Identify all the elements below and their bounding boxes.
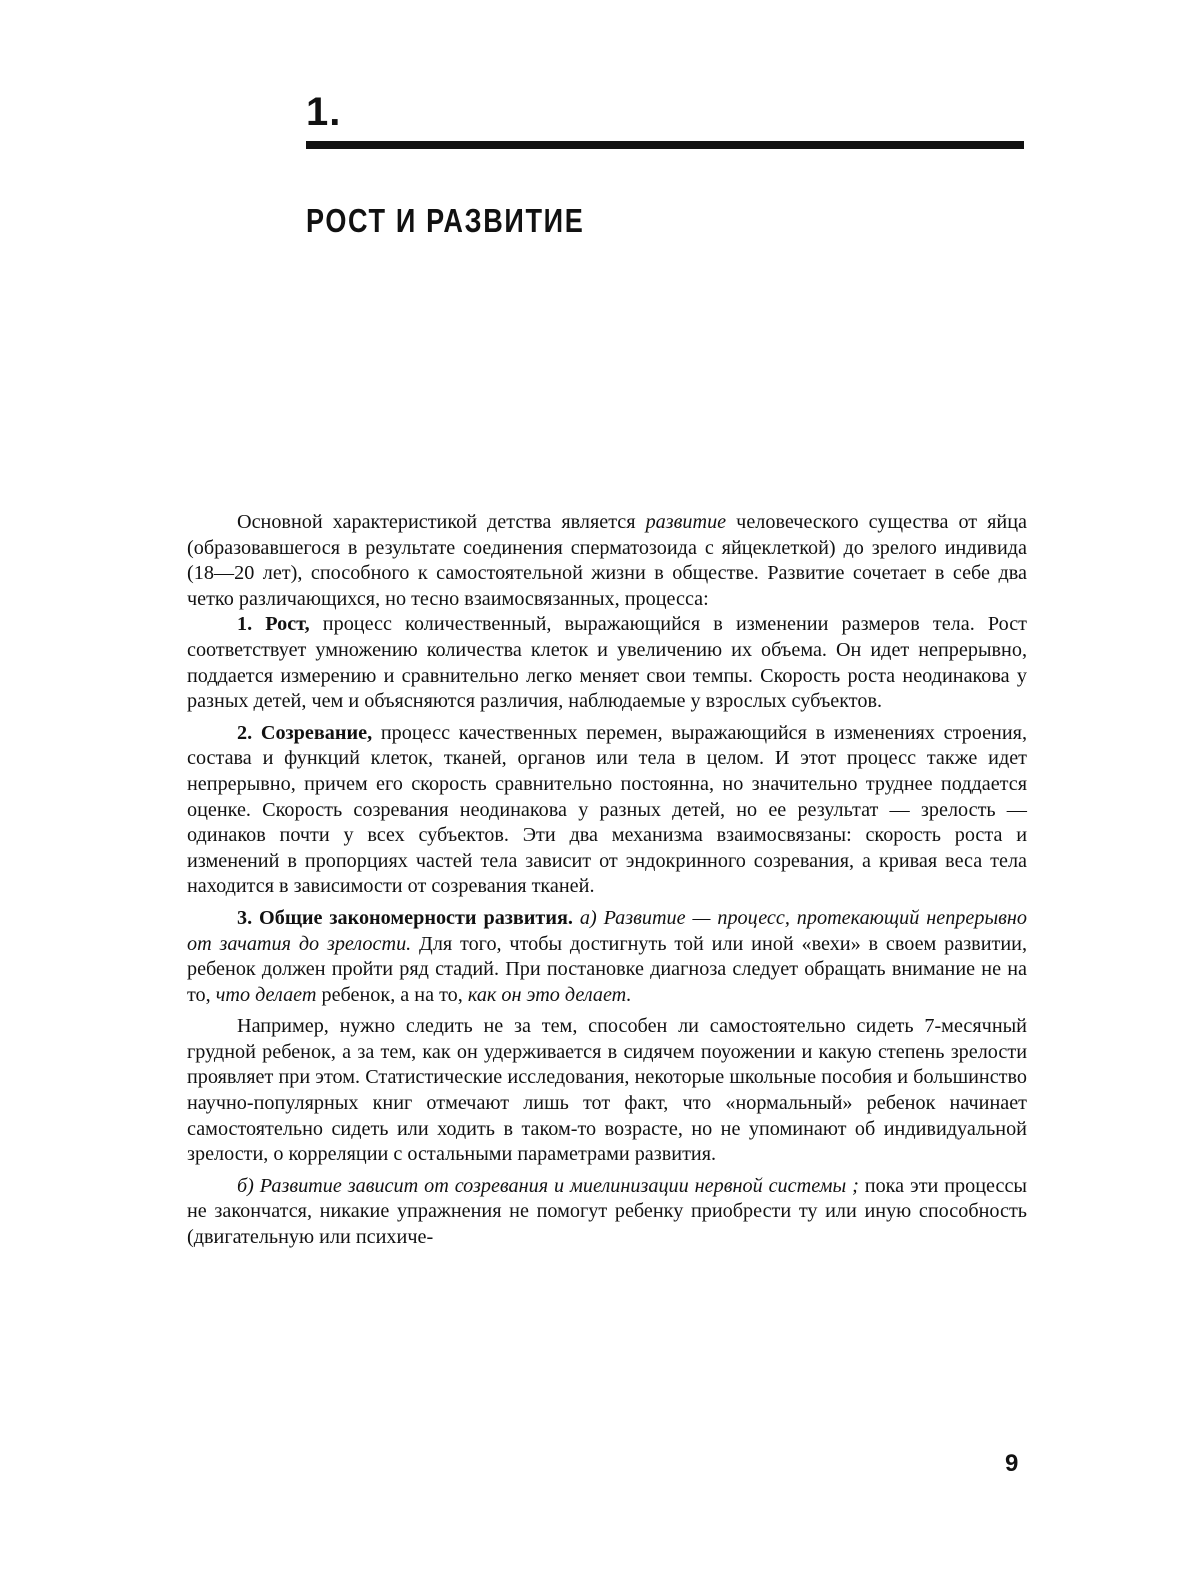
term-development: развитие [645, 511, 727, 533]
general-patterns-italic-a: а) Развитие — процесс, протекающий непрерывно от зачатия до зрелости. [187, 906, 1027, 955]
nervous-system-text: пока эти процессы не закончатся, никакие упражнения не помогут ребенку приобрести ту или иную способность (двигательную или психиче- [187, 1174, 1027, 1249]
nervous-system-italic: б) Развитие зависит от созревания и миелинизации нервной системы ; [237, 1174, 859, 1197]
chapter-title: РОСТ И РАЗВИТИЕ [306, 202, 585, 239]
chapter-rule [306, 141, 1024, 149]
paragraph-growth [187, 612, 1027, 714]
paragraph-nervous-system [187, 1174, 1027, 1251]
heading-maturation: 2. Созревание, [237, 721, 373, 744]
paragraph-intro [187, 510, 1027, 612]
heading-general-patterns: 3. Общие закономерности развития. [237, 906, 573, 929]
paragraph-general-patterns [187, 906, 1027, 1008]
general-patterns-italic-what: что делает [215, 983, 317, 1006]
paragraph-maturation [187, 721, 1027, 900]
paragraph-example: Например, нужно следить не за тем, способен ли самостоятельно сидеть 7-месячный грудной ребенок, а за тем, как он удерживается в сидячем поуожении и какую степень зрелости проявляет при этом. Статистические исследования, некоторые школьные пособия и большинство научно-популярных книг отмечают лишь тот факт, что «нормальный» ребенок начинает самостоятельно сидеть или ходить в таком-то возрасте, но не упоминают об индивидуальной зрелости, о корреляции с остальными параметрами развития. [187, 1015, 1027, 1166]
chapter-number: 1. [306, 90, 342, 134]
paragraph-intro-text-a: Основной характеристикой детства является [237, 511, 646, 533]
body-text [187, 510, 1027, 1251]
paragraph-growth-text: процесс количественный, выражающийся в изменении размеров тела. Рост соответствует умножению количества клеток и увеличению их объема. Он идет непрерывно, поддается измерению и сравнительно легко меняет свои темпы. Скорость роста неодинакова у разных детей, чем и объясняются различия, наблюдаемые у взрослых субъектов. [187, 613, 1028, 713]
heading-growth: 1. Рост, [237, 613, 310, 636]
paragraph-maturation-text: процесс качественных перемен, выражающийся в изменениях строения, состава и функций клеток, тканей, органов или тела в целом. И этот процесс также идет непрерывно, причем его скорость сравнительно постоянна, но значительно труднее поддается оценке. Скорость созревания неодинакова у разных детей, но ее результат — зрелость — одинаков почти у всех субъектов. Эти два механизма взаимосвязаны: скорость роста и изменений в пропорциях частей тела зависит от эндокринного созревания, а кривая веса тела находится в зависимости от созревания тканей. [187, 721, 1027, 898]
general-patterns-italic-how: как он это делает. [467, 983, 632, 1006]
page-number: 9 [1005, 1450, 1019, 1477]
general-patterns-text-1: Для того, чтобы достигнуть той или иной «вехи» в своем развитии, ребенок должен пройти ряд стадий. При постановке диагноза следует обращать внимание не на то, [187, 932, 1027, 1006]
paragraph-intro-text-c: человеческого существа от яйца (образовавшегося в результате соединения сперматозоида с яйцеклеткой) до зрелого индивида (18—20 лет), способного к самостоятельной жизни в обществе. Развитие сочетает в себе два четко различающихся, но тесно взаимосвязанных, процесса: [187, 511, 1027, 610]
general-patterns-text-2: ребенок, а на то, [316, 983, 468, 1006]
